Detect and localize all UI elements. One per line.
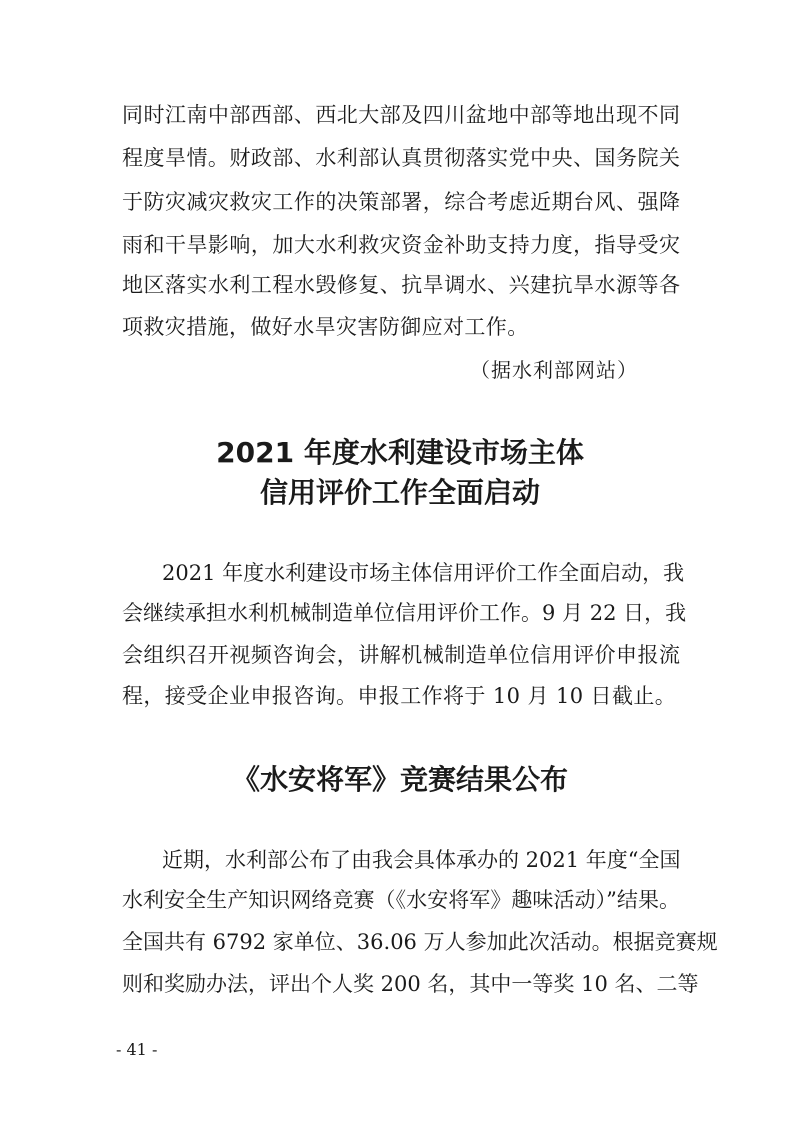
paragraph-line: 水利安全生产知识网络竞赛（《水安将军》趣味活动）”结果。 (122, 888, 680, 912)
paragraph-line: 全国共有 6792 家单位、36.06 万人参加此次活动。根据竞赛规 (122, 930, 718, 954)
section-title-line: 信用评价工作全面启动 (259, 476, 540, 509)
paragraph-line: 会继续承担水利机械制造单位信用评价工作。9 月 22 日，我 (122, 601, 687, 625)
page-number: - 41 - (116, 1040, 158, 1059)
section-title-line: 2021 年度水利建设市场主体 (216, 436, 584, 469)
section-title: 《水安将军》竞赛结果公布 (231, 763, 568, 796)
paragraph-line: 2021 年度水利建设市场主体信用评价工作全面启动，我 (162, 561, 685, 585)
paragraph-line: 近期，水利部公布了由我会具体承办的 2021 年度“全国 (162, 848, 681, 872)
paragraph-line: 会组织召开视频咨询会，讲解机械制造单位信用评价申报流 (122, 643, 680, 667)
paragraph-line: 项救灾措施，做好水旱灾害防御应对工作。 (122, 315, 529, 339)
paragraph-line: 同时江南中部西部、西北大部及四川盆地中部等地出现不同 (122, 103, 680, 127)
paragraph-line: 地区落实水利工程水毁修复、抗旱调水、兴建抗旱水源等各 (122, 273, 680, 297)
paragraph-line: 程度旱情。财政部、水利部认真贯彻落实党中央、国务院关 (122, 146, 680, 170)
source-attribution: （据水利部网站） (470, 358, 638, 382)
paragraph-line: 于防灾减灾救灾工作的决策部署，综合考虑近期台风、强降 (122, 190, 680, 214)
paragraph-line: 雨和干旱影响，加大水利救灾资金补助支持力度，指导受灾 (122, 233, 680, 257)
paragraph-line: 则和奖励办法，评出个人奖 200 名，其中一等奖 10 名、二等 (122, 972, 699, 996)
paragraph-line: 程，接受企业申报咨询。申报工作将于 10 月 10 日截止。 (122, 684, 677, 708)
